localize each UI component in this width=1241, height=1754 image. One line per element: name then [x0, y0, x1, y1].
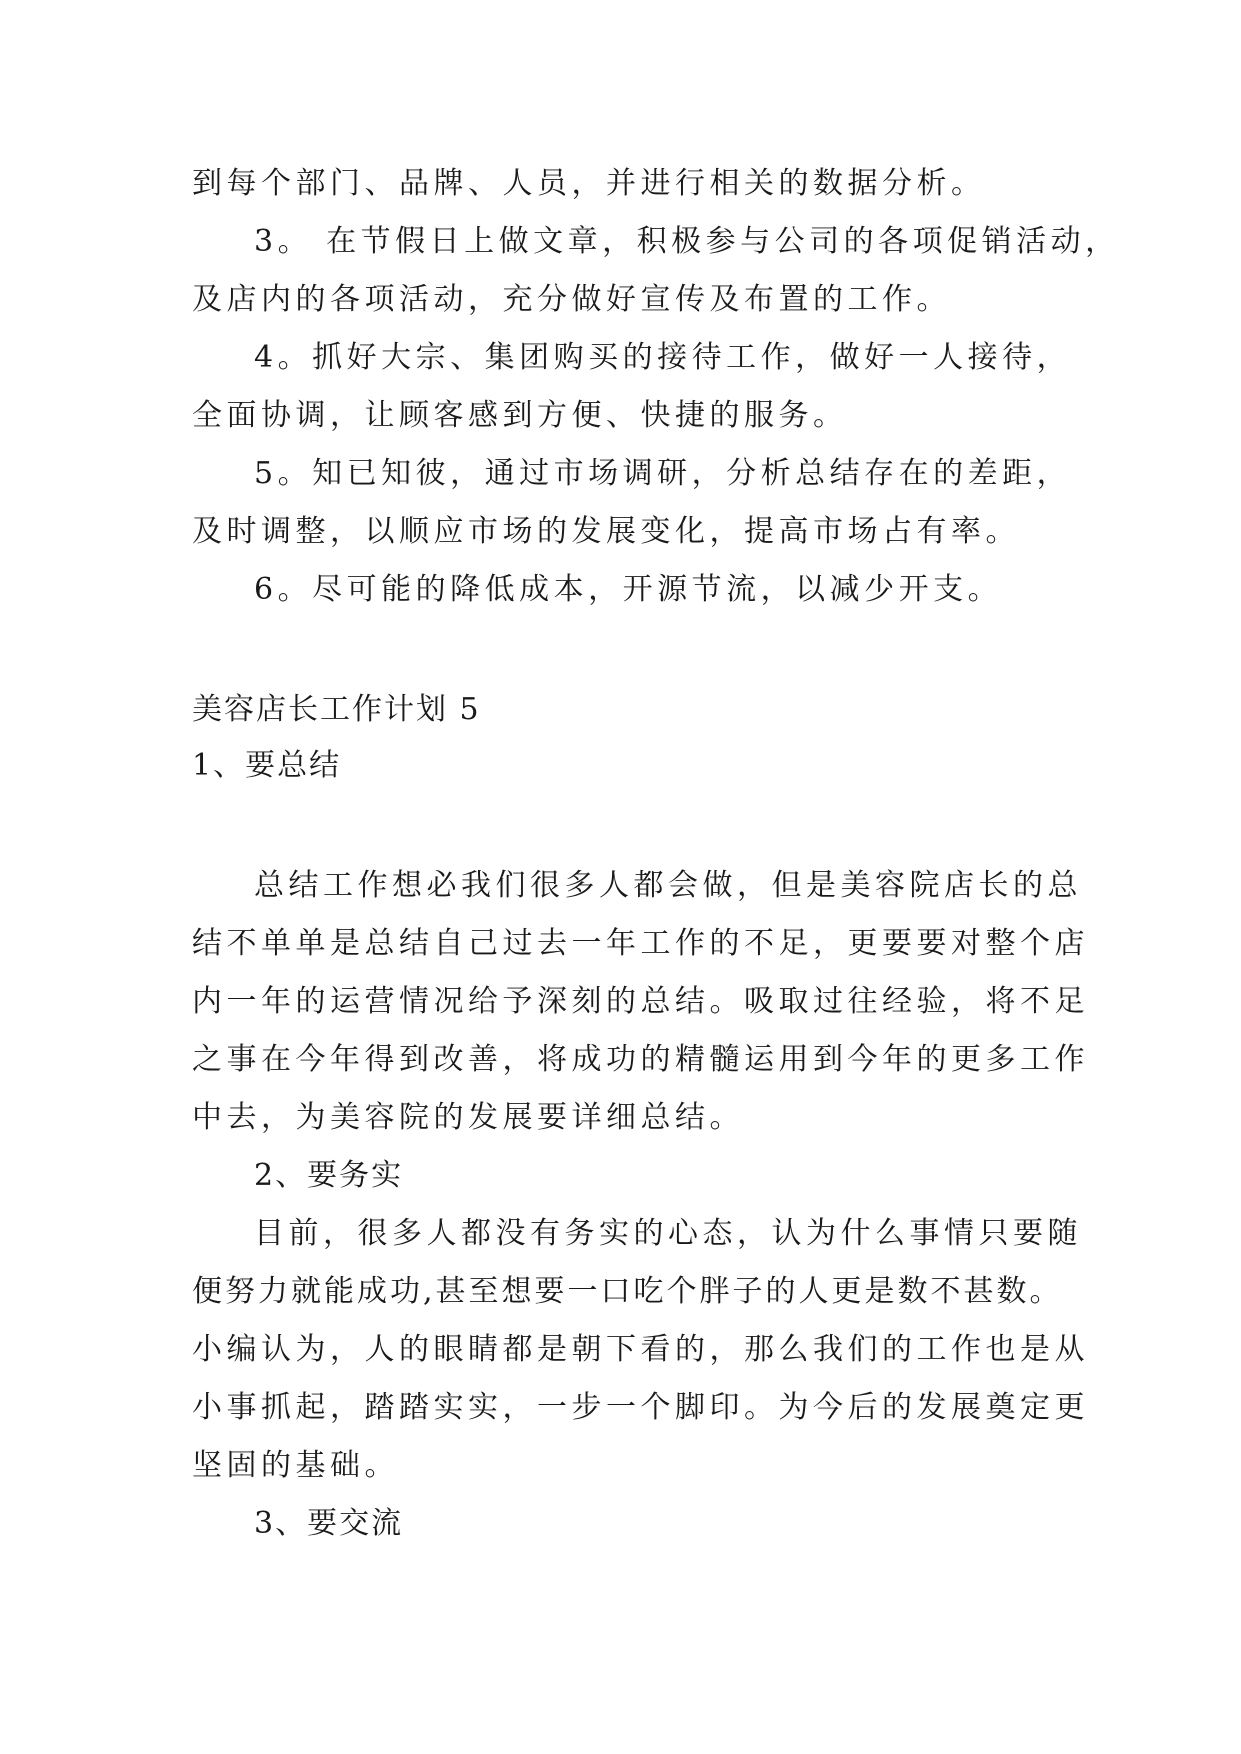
paragraph-line: 小事抓起，踏踏实实，一步一个脚印。为今后的发展奠定更	[192, 1390, 1089, 1425]
paragraph-line: 目前，很多人都没有务实的心态，认为什么事情只要随	[254, 1216, 1082, 1251]
section-title: 美容店长工作计划 5	[192, 692, 481, 727]
paragraph-line: 之事在今年得到改善，将成功的精髓运用到今年的更多工作	[192, 1042, 1089, 1077]
paragraph-line: 中去，为美容院的发展要详细总结。	[192, 1100, 744, 1135]
paragraph-line: 总结工作想必我们很多人都会做，但是美容院店长的总	[254, 868, 1082, 903]
text-line: 到每个部门、品牌、人员，并进行相关的数据分析。	[192, 166, 986, 201]
list-item-5: 5。知已知彼，通过市场调研，分析总结存在的差距，	[254, 456, 1072, 491]
subheading-summary: 1、要总结	[192, 748, 342, 783]
list-item-4: 4。抓好大宗、集团购买的接待工作，做好一人接待，	[254, 340, 1072, 375]
subheading-communication: 3、要交流	[254, 1506, 404, 1541]
paragraph-line: 坚固的基础。	[192, 1448, 399, 1483]
list-item-6: 6。尽可能的降低成本，开源节流，以减少开支。	[254, 572, 1003, 607]
text-line: 及时调整，以顺应市场的发展变化，提高市场占有率。	[192, 514, 1020, 549]
list-item-3: 3。 在节假日上做文章，积极参与公司的各项促销活动，	[254, 224, 1120, 259]
paragraph-line: 便努力就能成功,甚至想要一口吃个胖子的人更是数不甚数。	[192, 1274, 1063, 1309]
subheading-practical: 2、要务实	[254, 1158, 404, 1193]
paragraph-line: 结不单单是总结自己过去一年工作的不足，更要要对整个店	[192, 926, 1089, 961]
paragraph-line: 小编认为，人的眼睛都是朝下看的，那么我们的工作也是从	[192, 1332, 1089, 1367]
paragraph-line: 内一年的运营情况给予深刻的总结。吸取过往经验，将不足	[192, 984, 1089, 1019]
text-line: 及店内的各项活动，充分做好宣传及布置的工作。	[192, 282, 951, 317]
text-line: 全面协调，让顾客感到方便、快捷的服务。	[192, 398, 848, 433]
